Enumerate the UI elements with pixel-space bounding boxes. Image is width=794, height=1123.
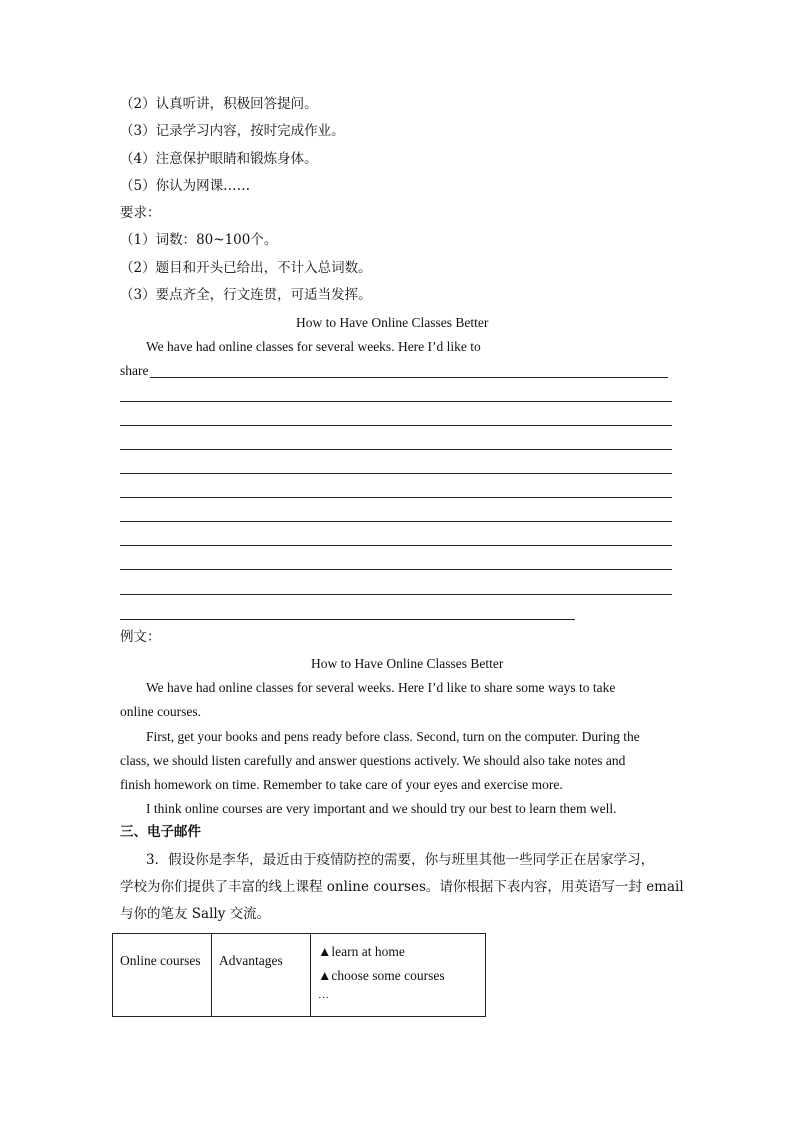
sample-label: 例文： <box>120 629 161 645</box>
table-cell-category <box>212 934 311 1017</box>
task-opening: We have had online classes for several weeks. Here I’d like to <box>146 339 481 354</box>
section-heading: 三、电子邮件 <box>120 824 201 840</box>
answer-line <box>120 401 672 402</box>
prompt-line: 3．假设你是李华，最近由于疫情防控的需要，你与班里其他一些同学正在居家学习， <box>146 852 655 868</box>
sample-line: online courses. <box>120 704 201 719</box>
answer-line <box>120 449 672 450</box>
point-4: （4）注意保护眼睛和锻炼身体。 <box>120 151 318 167</box>
prompt-line: 学校为你们提供了丰富的线上课程 online courses。请你根据下表内容，用英语写一封 email <box>120 879 684 895</box>
prompt-line: 与你的笔友 Sally 交流。 <box>120 906 271 922</box>
table-category-text: Advantages <box>219 953 283 968</box>
answer-line <box>150 377 668 378</box>
sample-line: class, we should listen carefully and answer questions actively. We should also take notes and <box>120 753 626 768</box>
sample-title: How to Have Online Classes Better <box>311 656 504 671</box>
sample-line: We have had online classes for several weeks. Here I’d like to share some ways to take <box>146 680 616 695</box>
table-cell-topic <box>113 934 212 1017</box>
table-item: ▲choose some courses <box>318 968 445 983</box>
answer-line <box>120 521 672 522</box>
task-share-prefix: share <box>120 363 149 378</box>
answer-line <box>120 545 672 546</box>
sample-line: First, get your books and pens ready before class. Second, turn on the computer. During the <box>146 729 640 744</box>
point-3: （3）记录学习内容，按时完成作业。 <box>120 123 345 139</box>
table-item: … <box>318 989 329 1001</box>
answer-line <box>120 497 672 498</box>
requirement-2: （2）题目和开头已给出，不计入总词数。 <box>120 260 372 276</box>
table-cell-items <box>311 934 486 1017</box>
answer-line <box>120 425 672 426</box>
requirement-3: （3）要点齐全，行文连贯，可适当发挥。 <box>120 287 372 303</box>
answer-line <box>120 473 672 474</box>
point-2: （2）认真听讲，积极回答提问。 <box>120 96 318 112</box>
sample-line: finish homework on time. Remember to take care of your eyes and exercise more. <box>120 777 563 792</box>
requirements-heading: 要求： <box>120 205 161 221</box>
answer-line <box>120 594 672 595</box>
answer-line <box>120 569 672 570</box>
table-topic-text: Online courses <box>120 953 201 968</box>
table-item: ▲learn at home <box>318 944 405 959</box>
info-table <box>112 933 486 1017</box>
task-title: How to Have Online Classes Better <box>296 315 489 330</box>
point-5: （5）你认为网课…… <box>120 178 251 194</box>
answer-line <box>120 619 575 620</box>
sample-line: I think online courses are very important and we should try our best to learn them well. <box>146 801 617 816</box>
requirement-1: （1）词数：80~100个。 <box>120 232 278 248</box>
